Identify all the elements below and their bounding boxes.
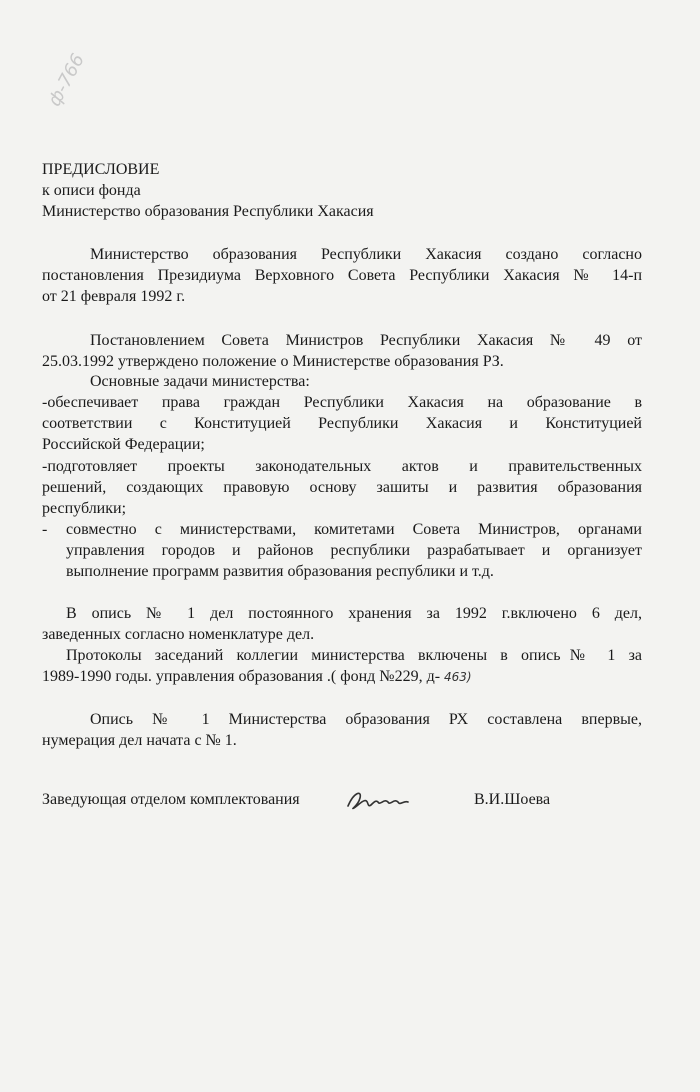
task1-line1: -обеспечивает права граждан Республики Хакасия на образование в: [42, 394, 642, 411]
task1-line2: соответствии с Конституцией Республики Хакасия и Конституцией: [42, 415, 642, 432]
paragraph2-line1: Постановлением Совета Министров Республики Хакасия № 49 от: [90, 332, 642, 349]
document-subtitle: к описи фонда: [42, 182, 141, 199]
task3-line2: управления городов и районов республики разрабатывает и организует: [66, 542, 642, 559]
paragraph2-line2: 25.03.1992 утверждено положение о Министерстве образования РЗ.: [42, 353, 504, 370]
margin-handwritten-note: ф-766: [44, 50, 89, 110]
task2-line2: решений, создающих правовую основу зашиты и развития образования: [42, 479, 642, 496]
task3-line1: совместно с министерствами, комитетами Совета Министров, органами: [66, 521, 642, 538]
task1-line3: Российской Федерации;: [42, 436, 205, 453]
bullet-dash: -: [42, 521, 48, 538]
task3-line3: выполнение программ развития образования республики и т.д.: [66, 563, 494, 580]
task2-line3: республики;: [42, 500, 127, 517]
task2-line1: -подготовляет проекты законодательных актов и правительственных: [42, 458, 642, 475]
paragraph1-line1: Министерство образования Республики Хакасия создано согласно: [90, 246, 642, 263]
fund-name: Министерство образования Республики Хакасия: [42, 203, 374, 220]
signatory-title: Заведующая отделом комплектования: [42, 791, 300, 808]
paragraph3-line4-text: 1989-1990 годы. управления образования .( фонд №229, д-: [42, 668, 441, 685]
paragraph3-line4: [42, 667, 642, 687]
paragraph3-line3: Протоколы заседаний коллегии министерства включены в опись№ 1 за: [66, 647, 642, 664]
paragraph4-line2: нумерация дел начата с № 1.: [42, 732, 237, 749]
document-title: ПРЕДИСЛОВИЕ: [42, 161, 160, 178]
paragraph1-line3: от 21 февраля 1992 г.: [42, 288, 186, 305]
paragraph3-line1: В опись № 1 дел постоянного хранения за 1992 г.включено 6 дел,: [66, 605, 642, 622]
signatory-name: В.И.Шоева: [474, 791, 551, 808]
paragraph4-line1: Опись № 1 Министерства образования РХ составлена впервые,: [90, 711, 642, 728]
paragraph3-line2: заведенных согласно номенклатуре дел.: [42, 626, 315, 643]
paragraph2-line3: Основные задачи министерства:: [90, 373, 310, 390]
handwritten-signature: [344, 786, 428, 816]
paragraph1-line2: постановления Президиума Верховного Совета Республики Хакасия № 14-п: [42, 267, 642, 284]
handwritten-case-number: 463): [444, 670, 472, 684]
